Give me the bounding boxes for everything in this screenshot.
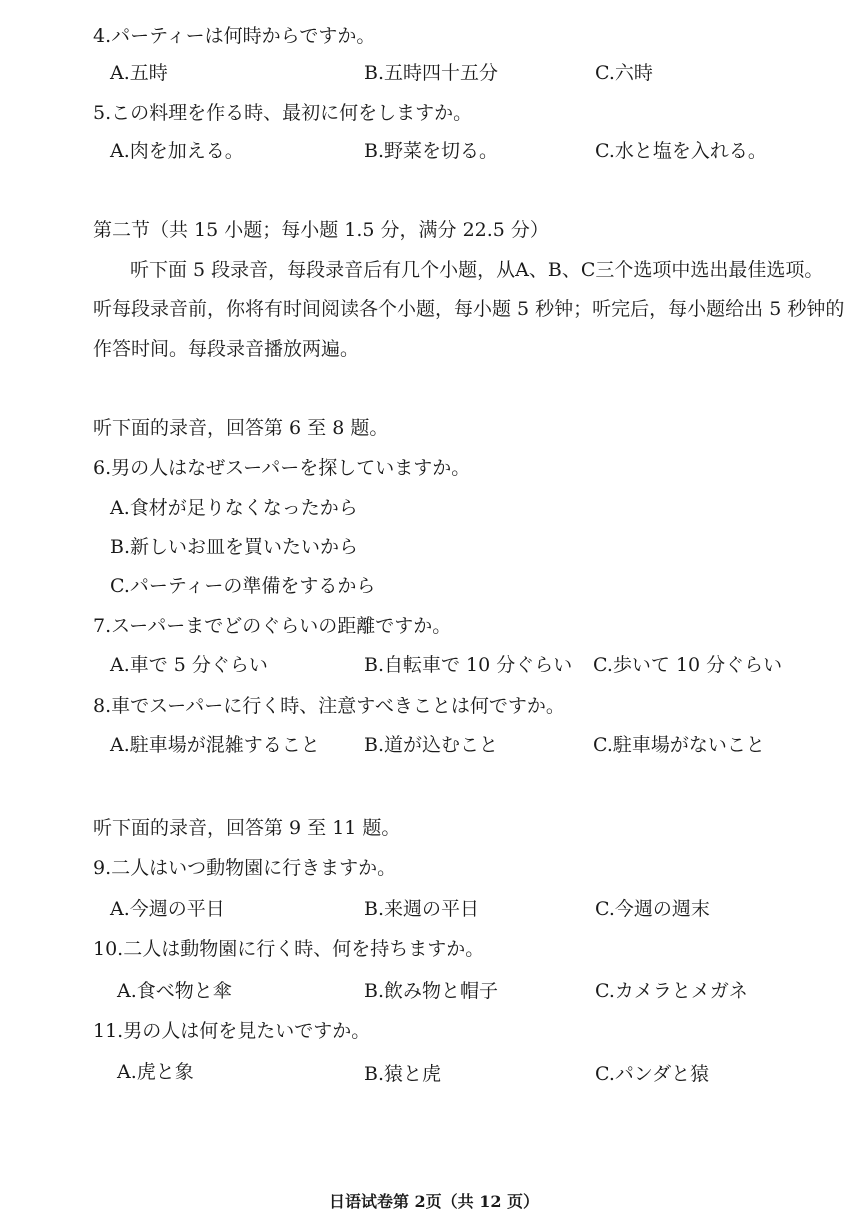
question-7-option-a: A.車で 5 分ぐらい xyxy=(110,654,268,676)
question-11-option-c: C.パンダと猿 xyxy=(595,1063,710,1085)
question-5-option-b: B.野菜を切る。 xyxy=(364,140,499,162)
question-6-option-c: C.パーティーの準備をするから xyxy=(110,575,376,597)
question-11-option-a: A.虎と象 xyxy=(117,1061,194,1083)
question-4: 4.パーティーは何時からですか。 xyxy=(93,25,376,47)
question-4-option-c: C.六時 xyxy=(595,62,653,84)
question-6: 6.男の人はなぜスーパーを探していますか。 xyxy=(93,457,471,479)
question-9-option-c: C.今週の週末 xyxy=(595,898,710,920)
question-4-option-a: A.五時 xyxy=(110,62,168,84)
page-footer: 日语试卷第 2页（共 12 页） xyxy=(328,1192,540,1211)
section-2-title: 第二节（共 15 小题；每小题 1.5 分，满分 22.5 分） xyxy=(93,219,549,241)
question-9-option-a: A.今週の平日 xyxy=(110,898,225,920)
question-4-option-b: B.五時四十五分 xyxy=(364,62,499,84)
question-10-option-a: A.食べ物と傘 xyxy=(117,980,232,1002)
group-1-heading: 听下面的录音，回答第 6 至 8 题。 xyxy=(93,417,389,439)
question-8: 8.車でスーパーに行く時、注意すべきことは何ですか。 xyxy=(93,695,565,717)
question-10-option-b: B.飲み物と帽子 xyxy=(364,980,499,1002)
question-9-option-b: B.来週の平日 xyxy=(364,898,480,920)
question-7: 7.スーパーまでどのぐらいの距離ですか。 xyxy=(93,615,452,637)
question-9: 9.二人はいつ動物園に行きますか。 xyxy=(93,857,397,879)
question-11-option-b: B.猿と虎 xyxy=(364,1063,442,1085)
section-2-instruction-line-1: 听下面 5 段录音，每段录音后有几个小题，从A、B、C三个选项中选出最佳选项。 xyxy=(130,259,824,281)
question-11: 11.男の人は何を見たいですか。 xyxy=(93,1020,371,1042)
question-7-option-b: B.自転車で 10 分ぐらい xyxy=(364,654,573,676)
question-6-option-a: A.食材が足りなくなったから xyxy=(110,497,358,519)
question-8-option-a: A.駐車場が混雑すること xyxy=(110,734,320,756)
question-6-option-b: B.新しいお皿を買いたいから xyxy=(110,536,359,558)
question-10-option-c: C.カメラとメガネ xyxy=(595,980,748,1002)
question-8-option-c: C.駐車場がないこと xyxy=(593,734,765,756)
section-2-instruction-line-2: 听每段录音前，你将有时间阅读各个小题，每小题 5 秒钟；听完后，每小题给出 5 秒钟的 xyxy=(93,298,845,320)
question-5: 5.この料理を作る時、最初に何をしますか。 xyxy=(93,102,473,124)
question-7-option-c: C.歩いて 10 分ぐらい xyxy=(593,654,783,676)
question-5-option-a: A.肉を加える。 xyxy=(110,140,244,162)
section-2-instruction-line-3: 作答时间。每段录音播放两遍。 xyxy=(93,338,360,360)
question-8-option-b: B.道が込むこと xyxy=(364,734,499,756)
group-2-heading: 听下面的录音，回答第 9 至 11 题。 xyxy=(93,817,401,839)
question-5-option-c: C.水と塩を入れる。 xyxy=(595,140,767,162)
question-10: 10.二人は動物園に行く時、何を持ちますか。 xyxy=(93,938,485,960)
